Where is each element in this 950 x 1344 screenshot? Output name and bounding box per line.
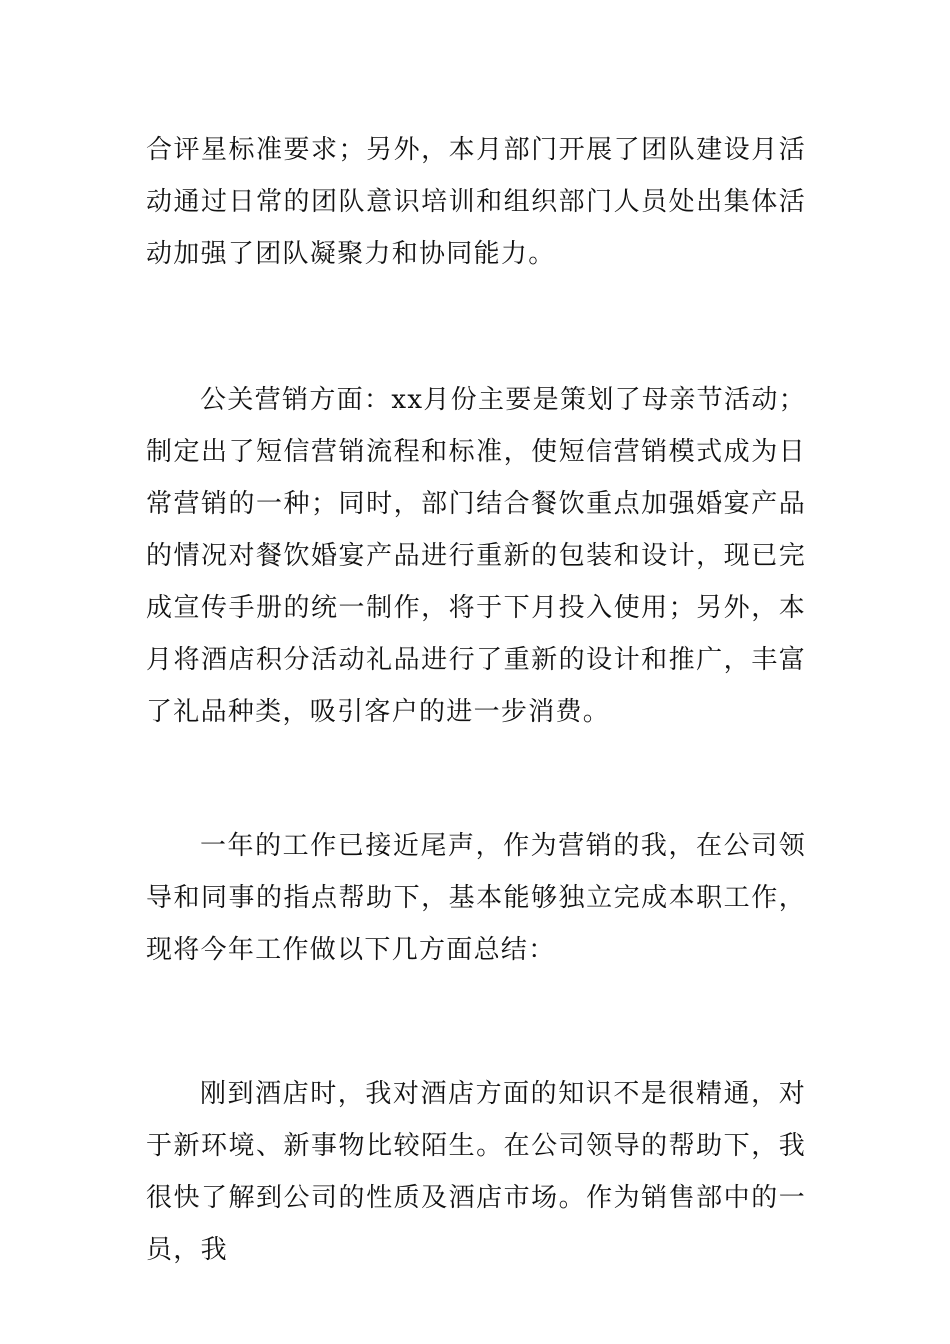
paragraph-team-building: 合评星标准要求；另外，本月部门开展了团队建设月活动通过日常的团队意识培训和组织部门人员处出集体活动加强了团队凝聚力和协同能力。	[146, 135, 806, 269]
paragraph-year-summary-intro: 一年的工作已接近尾声，作为营销的我，在公司领导和同事的指点帮助下，基本能够独立完成本职工作，现将今年工作做以下几方面总结：	[146, 831, 806, 965]
paragraph-first-arrival: 刚到酒店时，我对酒店方面的知识不是很精通，对于新环境、新事物比较陌生。在公司领导的帮助下，我很快了解到公司的性质及酒店市场。作为销售部中的一员，我	[146, 1079, 806, 1265]
paragraph-pr-marketing: 公关营销方面：xx月份主要是策划了母亲节活动；制定出了短信营销流程和标准，使短信营销模式成为日常营销的一种；同时，部门结合餐饮重点加强婚宴产品的情况对餐饮婚宴产品进行重新的包装和设计，现已完成宣传手册的统一制作，将于下月投入使用；另外，本月将酒店积分活动礼品进行了重新的设计和推广，丰富了礼品种类，吸引客户的进一步消费。	[146, 385, 806, 727]
